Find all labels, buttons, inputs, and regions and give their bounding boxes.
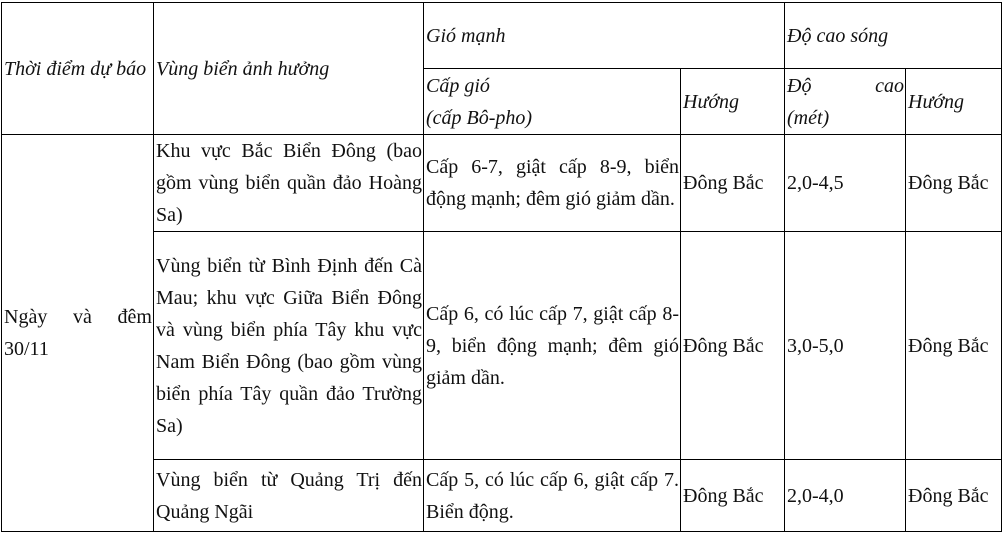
header-wind-level-line2: (cấp Bô-pho) [426, 106, 533, 129]
header-wind-direction: Hướng [681, 69, 785, 135]
header-wave-height-word1: Độ [787, 74, 812, 97]
wind-direction-cell: Đông Bắc [681, 135, 785, 232]
wave-height-cell: 2,0-4,5 [785, 135, 906, 232]
header-time: Thời điểm dự báo [2, 3, 154, 135]
region-cell: Vùng biển từ Quảng Trị đến Quảng Ngãi [154, 460, 424, 532]
header-region: Vùng biển ảnh hưởng [154, 3, 424, 135]
header-wave-height [785, 69, 906, 135]
header-wave-height-unit: (mét) [787, 106, 830, 129]
wind-level-cell: Cấp 5, có lúc cấp 6, giật cấp 7. Biển động. [424, 460, 681, 532]
time-cell: Ngày và đêm 30/11 [2, 135, 154, 532]
header-wind-level [424, 69, 681, 135]
wave-direction-cell: Đông Bắc [906, 232, 1002, 460]
region-cell: Khu vực Bắc Biển Đông (bao gồm vùng biển quần đảo Hoàng Sa) [154, 135, 424, 232]
region-cell: Vùng biển từ Bình Định đến Cà Mau; khu vực Giữa Biển Đông và vùng biển phía Tây khu vực Nam Biển Đông (bao gồm vùng biển phía Tây quần đảo Trường Sa) [154, 232, 424, 460]
wave-direction-cell: Đông Bắc [906, 460, 1002, 532]
header-wave-height-title [787, 70, 904, 102]
wave-height-cell: 2,0-4,0 [785, 460, 906, 532]
wave-height-cell: 3,0-5,0 [785, 232, 906, 460]
wave-direction-cell: Đông Bắc [906, 135, 1002, 232]
header-row-1 [2, 3, 1002, 69]
header-wave: Độ cao sóng [785, 3, 1002, 69]
wind-direction-cell: Đông Bắc [681, 460, 785, 532]
header-wave-direction: Hướng [906, 69, 1002, 135]
forecast-table [1, 2, 1002, 532]
wind-level-cell: Cấp 6, có lúc cấp 7, giật cấp 8-9, biển động mạnh; đêm gió giảm dần. [424, 232, 681, 460]
header-wind: Gió mạnh [424, 3, 785, 69]
wind-direction-cell: Đông Bắc [681, 232, 785, 460]
table-row [2, 135, 1002, 232]
wind-level-cell: Cấp 6-7, giật cấp 8-9, biển động mạnh; đêm gió giảm dần. [424, 135, 681, 232]
header-wave-height-word2: cao [875, 74, 905, 97]
header-wind-level-line1: Cấp gió [426, 74, 490, 97]
